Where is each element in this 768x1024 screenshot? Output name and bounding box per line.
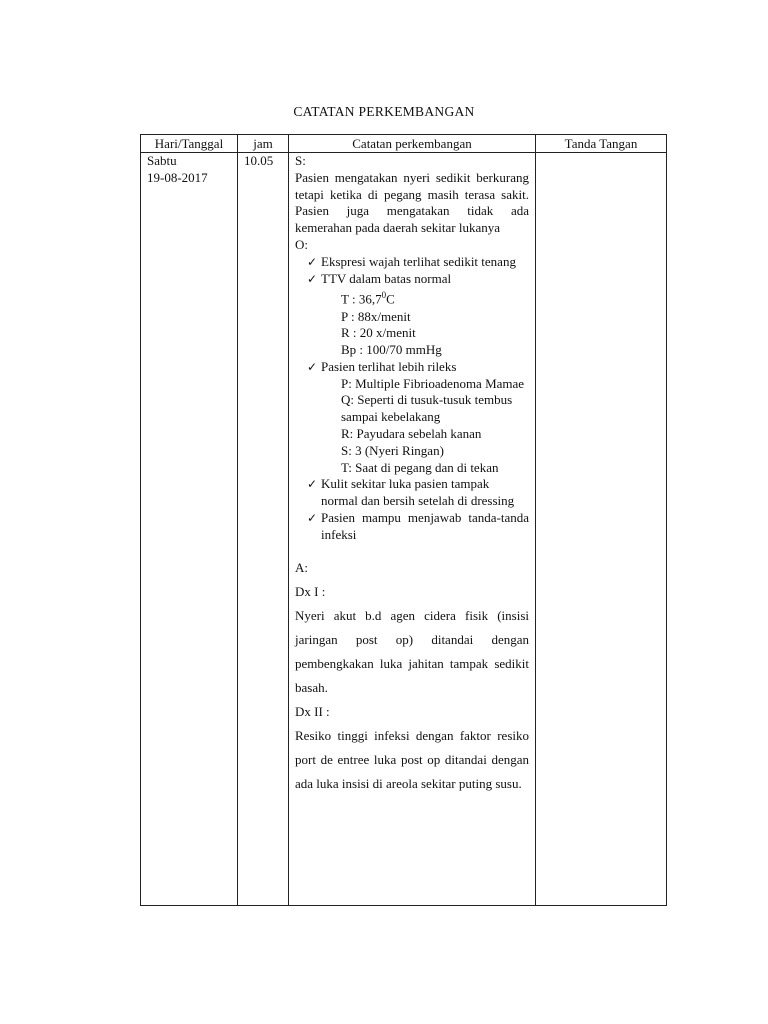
objective-item-text: Kulit sekitar luka pasien tampak normal dan bersih setelah di dressing [321,476,515,509]
pain-provocation: P: Multiple Fibrioadenoma Mamae [341,375,525,391]
objective-item [295,271,529,288]
pain-severity: S: 3 (Nyeri Ringan) [341,442,444,458]
assessment-label: A: [295,559,308,575]
vital-respiration: R : 20 x/menit [341,325,416,341]
dx2-text: Resiko tinggi infeksi dengan faktor resiko port de entree luka post op ditandai dengan ada luka insisi di areola sekitar puting susu. [295,727,529,791]
vital-pulse: P : 88x/menit [341,308,411,324]
progress-notes-table [140,134,667,906]
subjective-text: Pasien mengatakan nyeri sedikit berkurang tetapi ketika di pegang masih terasa sakit. Pasien juga mengatakan tidak ada kemerahan pada daerah sekitar lukanya [295,169,529,236]
dx1-text: Nyeri akut b.d agen cidera fisik (insisi jaringan post op) ditandai dengan pembengkakan luka jahitan tampak sedikit basah. [295,607,529,695]
date-cell [141,153,238,906]
objective-item [295,359,529,376]
objective-item-text: Pasien terlihat lebih rileks [321,358,457,374]
check-icon: ✓ [306,271,318,286]
dx1-label: Dx I : [295,583,326,599]
table-header-row [141,135,667,153]
subjective-label: S: [295,153,306,168]
time-text: 10.05 [244,153,274,168]
objective-item-text: Ekspresi wajah terlihat sedikit tenang [321,253,516,269]
assessment-section [295,556,529,796]
dx2-label: Dx II : [295,703,330,719]
notes-cell [289,153,536,906]
page-title: CATATAN PERKEMBANGAN [293,104,475,119]
pain-quality: Q: Seperti di tusuk-tusuk tembus sampai kebelakang [341,392,513,425]
vital-blood-pressure: Bp : 100/70 mmHg [341,342,442,358]
objective-item [295,510,529,544]
signature-cell [536,153,667,906]
objective-item [295,254,529,271]
vital-temperature: T : 36,7$^0$C [341,290,395,307]
day-text: Sabtu [147,153,177,168]
check-icon: ✓ [306,359,318,374]
header-signature: Tanda Tangan [536,135,667,153]
check-icon: ✓ [306,511,318,526]
objective-item-text: TTV dalam batas normal [321,270,452,286]
pain-region: R: Payudara sebelah kanan [341,426,482,442]
header-time: jam [238,135,289,153]
check-icon: ✓ [306,254,318,269]
objective-item-text: Pasien mampu menjawab tanda-tanda infeksi [321,510,529,542]
objective-item [295,476,529,510]
check-icon: ✓ [306,477,318,492]
time-cell [238,153,289,906]
pain-time: T: Saat di pegang dan di tekan [341,459,499,475]
header-notes: Catatan perkembangan [289,135,536,153]
objective-label: O: [295,236,308,252]
table-row [141,153,667,906]
date-text: 19-08-2017 [147,169,208,185]
header-date: Hari/Tanggal [141,135,238,153]
